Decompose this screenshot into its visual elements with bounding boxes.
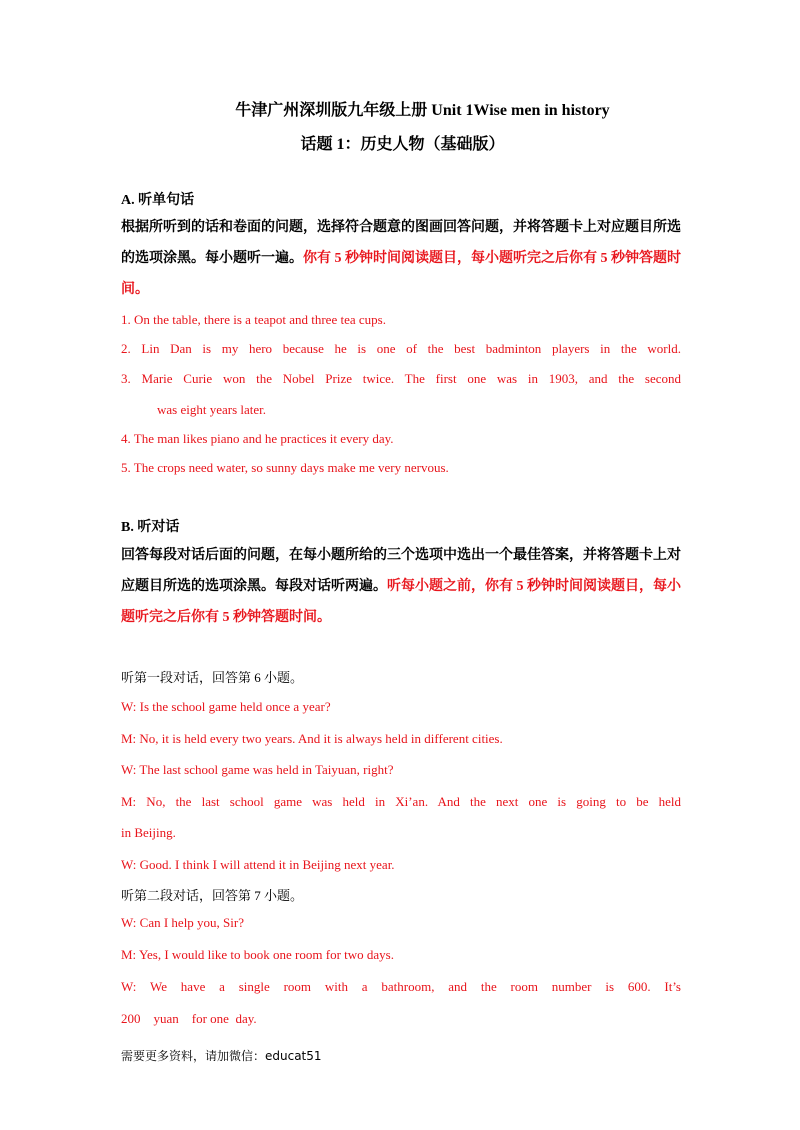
section-b-instructions-red: 听每小题之前，你有 5 秒钟时间阅读题目，每小题听完之后你有 5 秒钟答题时间。 [121,579,681,625]
dialog-1-line-2: M: No, it is held every two years. And it is always held in different cities. [121,731,503,746]
section-b-heading: B. 听对话 [121,520,180,535]
section-a-item-5: 5. The crops need water, so sunny days make me very nervous. [121,460,449,475]
section-a-instructions [121,212,687,305]
dialog-2-line-3-cont: 200 yuan for one day. [121,1011,257,1026]
dialog-2-line-3: W: We have a single room with a bathroom, and the room number is 600. It’s [121,979,681,994]
dialog-1-line-5: W: Good. I think I will attend it in Beijing next year. [121,857,395,872]
dialog-1-line-1: W: Is the school game held once a year? [121,699,331,714]
dialog-2-intro: 听第二段对话，回答第 7 小题。 [121,888,304,903]
dialog-1-intro: 听第一段对话，回答第 6 小题。 [121,670,304,685]
section-a-instructions-black: 根据所听到的话和卷面的问题，选择符合题意的图画回答问题，并将答题卡上对应题目所选的选项涂黑。每小题听一遍。 [121,220,681,266]
section-a-item-3-cont: was eight years later. [157,402,267,417]
section-a-item-3: 3. Marie Curie won the Nobel Prize twice. The first one was in 1903, and the second [121,371,681,386]
dialog-1-line-4-cont: in Beijing. [121,825,176,840]
section-a-item-2: 2. Lin Dan is my hero because he is one of the best badminton players in the world. [121,341,681,356]
section-a-instructions-red: 你有 5 秒钟时间阅读题目，每小题听完之后你有 5 秒钟答题时间。 [121,251,681,297]
document-subtitle: 话题 1：历史人物（基础版） [300,136,505,153]
dialog-1-line-4: M: No, the last school game was held in Xi’an. And the next one is going to be held [121,794,681,809]
dialog-2-line-1: W: Can I help you, Sir? [121,915,244,930]
section-a-item-1: 1. On the table, there is a teapot and three tea cups. [121,312,386,327]
document-title: 牛津广州深圳版九年级上册 Unit 1Wise men in history [235,102,610,119]
footer-note: 需要更多资料，请加微信：educat51 [121,1049,322,1063]
dialog-1-line-3: W: The last school game was held in Taiyuan, right? [121,762,394,777]
section-b-instructions-black: 回答每段对话后面的问题，在每小题所给的三个选项中选出一个最佳答案，并将答题卡上对应题目所选的选项涂黑。每段对话听两遍。 [121,548,681,594]
section-a-item-4: 4. The man likes piano and he practices it every day. [121,431,394,446]
section-a-heading: A. 听单句话 [121,193,195,208]
section-b-instructions [121,540,687,633]
dialog-2-line-2: M: Yes, I would like to book one room for two days. [121,947,394,962]
